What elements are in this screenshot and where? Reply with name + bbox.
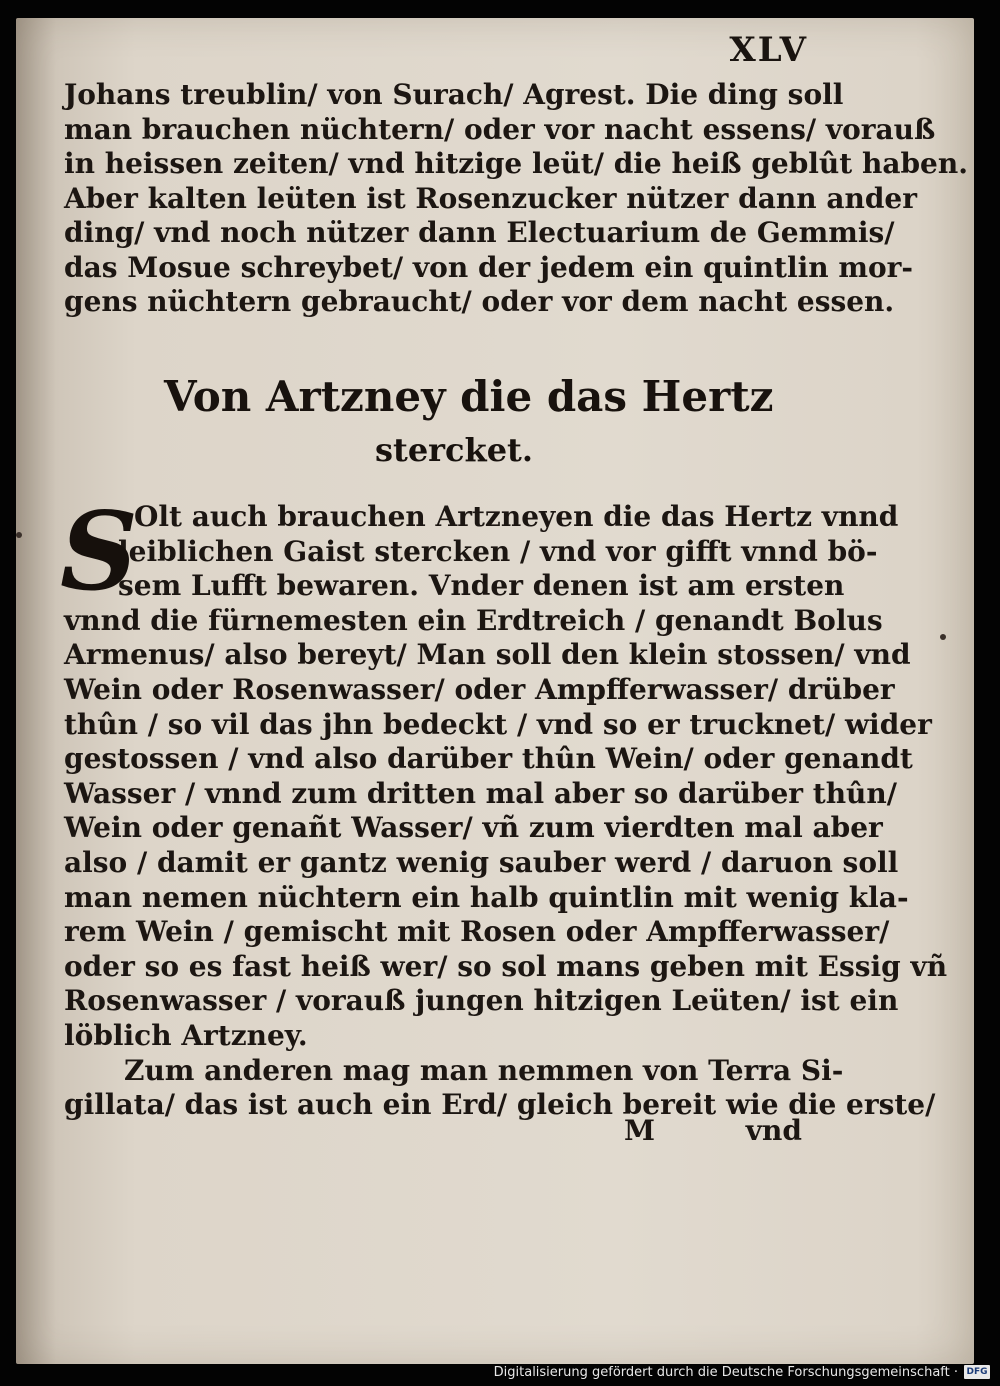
body-paragraph	[60, 489, 948, 1123]
text-line: rem Wein / gemischt mit Rosen oder Ampfferwasser/	[64, 915, 890, 949]
text-line: leiblichen Gaist stercken / vnd vor gifft vnnd bö-	[118, 534, 878, 568]
text-line: gillata/ das ist auch ein Erd/ gleich bereit wie die erste/	[64, 1088, 936, 1122]
heading-line: Von Artzney die das Hertz	[164, 372, 774, 421]
page-foot-line	[64, 1114, 824, 1148]
text-line: thûn / so vil das jhn bedeckt / vnd so er trucknet/ wider	[64, 707, 932, 741]
page-content	[60, 18, 974, 1364]
heading-line: stercket.	[375, 431, 533, 469]
intro-paragraph	[64, 78, 968, 320]
text-line: Rosenwasser / vorauß jungen hitzigen Leüten/ ist ein	[64, 984, 899, 1018]
text-line: löblich Artzney.	[64, 1018, 308, 1052]
text-line: Armenus/ also bereyt/ Man soll den klein stossen/ vnd	[64, 638, 911, 672]
text-line: man nemen nüchtern ein halb quintlin mit wenig kla-	[64, 880, 909, 914]
text-line: oder so es fast heiß wer/ so sol mans geben mit Essig vñ	[64, 949, 948, 983]
text-line: Zum anderen mag man nemmen von Terra Si-	[124, 1053, 844, 1087]
book-page	[16, 18, 974, 1364]
text-line: also / damit er gantz wenig sauber werd / daruon soll	[64, 845, 899, 879]
text-line: vnnd die fürnemesten ein Erdtreich / genandt Bolus	[64, 603, 883, 637]
ink-speck	[16, 532, 22, 538]
text-line: Wein oder Rosenwasser/ oder Ampfferwasser/ drüber	[64, 672, 895, 706]
text-line: gestossen / vnd also darüber thûn Wein/ oder genandt	[64, 742, 913, 776]
catchword: vnd	[745, 1114, 802, 1147]
text-line: Aber kalten leüten ist Rosenzucker nützer dann ander	[64, 181, 917, 215]
text-line: sem Lufft bewaren. Vnder denen ist am ersten	[118, 569, 845, 603]
signature-mark: M	[624, 1114, 655, 1147]
text-line: das Mosue schreybet/ von der jedem ein quintlin mor-	[64, 250, 914, 284]
section-heading	[164, 366, 774, 472]
credit-text: Digitalisierung gefördert durch die Deutsche Forschungsgemeinschaft ·	[493, 1364, 958, 1380]
decorated-initial: S	[60, 489, 138, 615]
text-line: in heissen zeiten/ vnd hitzige leüt/ die heiß geblût haben.	[64, 147, 968, 180]
folio-number: XLV	[729, 30, 808, 70]
text-line: Wasser / vnnd zum dritten mal aber so darüber thûn/	[64, 776, 897, 810]
text-line: ding/ vnd noch nützer dann Electuarium de Gemmis/	[64, 216, 895, 249]
text-line: Wein oder genañt Wasser/ vñ zum vierdten mal aber	[64, 811, 883, 845]
text-line: Johans treublin/ von Surach/ Agrest. Die ding soll	[64, 78, 844, 111]
text-line: Olt auch brauchen Artzneyen die das Hertz vnnd	[134, 500, 899, 533]
digitization-credit	[494, 1362, 990, 1382]
text-line: man brauchen nüchtern/ oder vor nacht essens/ vorauß	[64, 112, 936, 146]
text-line: gens nüchtern gebraucht/ oder vor dem nacht essen.	[64, 285, 895, 318]
dfg-logo: DFG	[964, 1365, 990, 1379]
